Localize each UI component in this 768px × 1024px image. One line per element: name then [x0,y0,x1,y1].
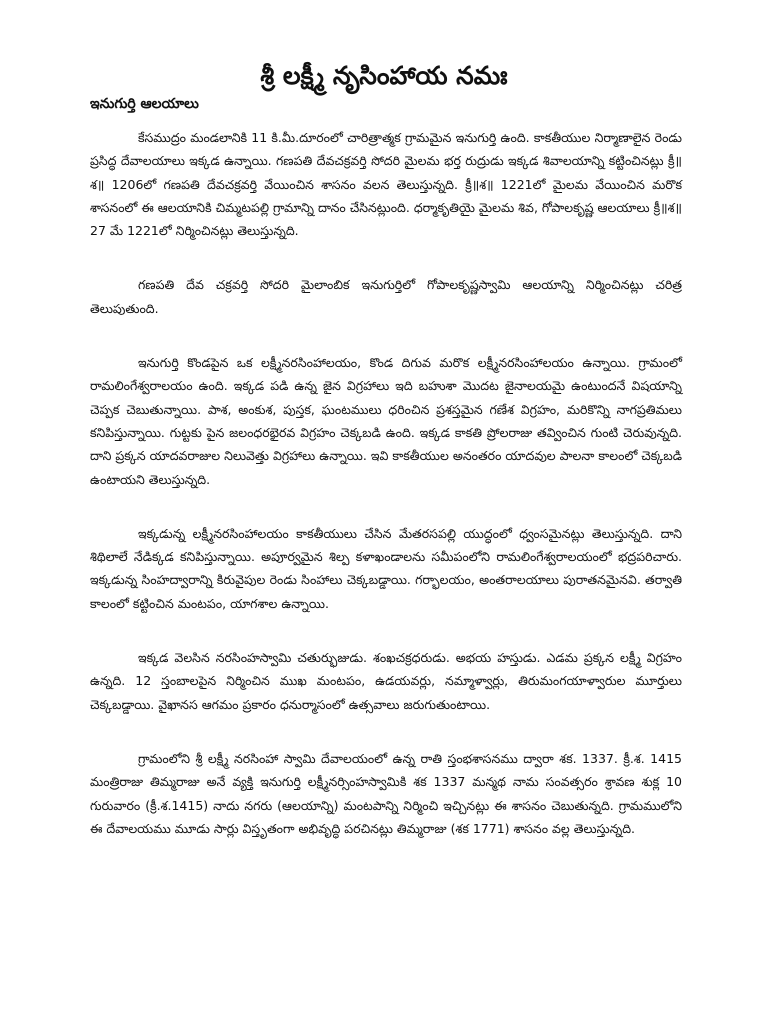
paragraph-4: ఇక్కడున్న లక్ష్మీనరసింహాలయం కాకతీయులు చేసిన మేతరసపల్లి యుద్ధంలో ధ్వంసమైనట్లు తెలుస్తున్నది. దాని శిథిలాలే నేడిక్కడ కనిపిస్తున్నాయి. అపూర్వమైన శిల్ప కళాఖండాలను సమీపంలోని రామలింగేశ్వరాలయంలో భద్రపరిచారు. ఇక్కడున్న సింహద్వారాన్ని కిరువైపుల రెండు సింహాలు చెక్కబడ్డాయి. గర్భాలయం, అంతరాలయాలు పురాతనమైనవి. తర్వాతి కాలంలో కట్టించిన మంటపం, యాగశాల ఉన్నాయి. [90,525,682,611]
page-title: శ్రీ లక్ష్మీ నృసింహాయ నమః [260,61,508,90]
section-heading: ఇనుగుర్తి ఆలయాలు [90,96,199,112]
paragraph-2: గణపతి దేవ చక్రవర్తి సోదరి మైలాంబిక ఇనుగుర్తిలో గోపాలకృష్ణస్వామి ఆలయాన్ని నిర్మించినట్లు చరిత్ర తెలుపుతుంది. [90,277,682,316]
paragraph-3: ఇనుగుర్తి కొండపైన ఒక లక్ష్మీనరసింహాలయం, కొండ దిగువ మరొక లక్ష్మీనరసింహాలయం ఉన్నాయి. గ్రామంలో రామలింగేశ్వరాలయం ఉంది. ఇక్కడ పడి ఉన్న జైన విగ్రహాలు ఇది బహుశా మొదట జైనాలయమై ఉంటుందనే విషయాన్ని చెప్పక చెబుతున్నాయి. పాశ, అంకుశ, పుస్తక, ఘంటములు ధరించిన ప్రశస్తమైన గణేశ విగ్రహం, మరికొన్ని నాగప్రతిమలు కనిపిస్తున్నాయి. గుట్టకు పైన జలంధరభైరవ విగ్రహం చెక్కబడి ఉంది. ఇక్కడ కాకతి ప్రోలరాజు తవ్వించిన గుంటి చెరువున్నది. దాని ప్రక్కన యాదవరాజుల నిలువెత్తు విగ్రహాలు ఉన్నాయి. ఇవి కాకతీయుల అనంతరం యాదవుల పాలనా కాలంలో చెక్కబడి ఉంటాయని తెలుస్తున్నది. [90,355,682,487]
paragraph-5: ఇక్కడ వెలసిన నరసింహస్వామి చతుర్భుజుడు. శంఖచక్రధరుడు. అభయ హస్తుడు. ఎడమ ప్రక్కన లక్ష్మీ విగ్రహం ఉన్నది. 12 స్తంబాలపైన నిర్మించిన ముఖ మంటపం, ఉడయవర్లు, నమ్మాళ్వార్లు, తిరుమంగయాళ్వారుల మూర్తులు చెక్కబడ్డాయి. వైఖానస ఆగమం ప్రకారం ధనుర్మాసంలో ఉత్సవాలు జరుగుతుంటాయి. [90,650,682,712]
paragraph-1: కేసముద్రం మండలానికి 11 కి.మీ.దూరంలో చారిత్రాత్మక గ్రామమైన ఇనుగుర్తి ఉంది. కాకతీయుల నిర్మాణాలైన రెండు ప్రసిద్ధ దేవాలయాలు ఇక్కడ ఉన్నాయి. గణపతి దేవచక్రవర్తి సోదరి మైలమ భర్త రుద్రుడు ఇక్కడ శివాలయాన్ని కట్టించినట్లు క్రీ॥శ॥ 1206లో గణపతి దేవచక్రవర్తి వేయించిన శాసనం వలన తెలుస్తున్నది. క్రీ॥శ॥ 1221లో మైలమ వేయించిన మరొక శాసనంలో ఈ ఆలయానికి చిమ్మటపల్లి గ్రామాన్ని దానం చేసినట్లుంది. ధర్మాకృతియై మైలమ శివ, గోపాలకృష్ణ ఆలయాలు క్రీ॥శ॥ 27 మే 1221లో నిర్మించినట్లు తెలుస్తున్నది. [90,130,682,239]
paragraph-6: గ్రామంలోని శ్రీ లక్ష్మీ నరసింహా స్వామి దేవాలయంలో ఉన్న రాతి స్తంభశాసనము ద్వారా శక. 1337. క్రీ.శ. 1415 మంత్రిరాజు తిమ్మరాజు అనే వ్యక్తి ఇనుగుర్తి లక్ష్మీనర్సింహస్వామికి శక 1337 మన్మథ నామ సంవత్సరం శ్రావణ శుక్ల 10 గురువారం (క్రీ.శ.1415) నాదు నగరు (ఆలయాన్ని) మంటపాన్ని నిర్మించి ఇచ్చినట్లు ఈ శాసనం చెబుతున్నది. గ్రామములోని ఈ దేవాలయము మూడు సార్లు విస్తృతంగా అభివృద్ధి పరచినట్లు తిమ్మరాజు (శక 1771) శాసనం వల్ల తెలుస్తున్నది. [90,750,682,836]
body-text [90,126,682,871]
